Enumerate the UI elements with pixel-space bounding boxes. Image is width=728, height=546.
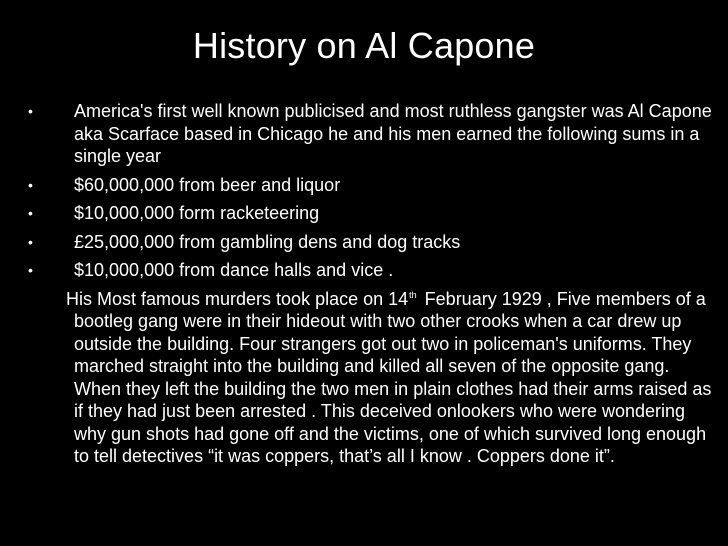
bullet-item bbox=[28, 259, 718, 282]
bullet-text: $10,000,000 from dance halls and vice . bbox=[74, 260, 394, 280]
slide-title: History on Al Capone bbox=[192, 25, 536, 66]
paragraph-text-start: His Most famous murders took place on 14 bbox=[66, 288, 409, 309]
slide-body bbox=[28, 100, 718, 468]
bullet-icon: • bbox=[28, 205, 33, 221]
bullet-text: America's first well known publicised and most ruthless gangster was Al Capone aka Scarface based in Chicago he and his men earned the following sums in a single year bbox=[74, 101, 712, 166]
bullet-text: $60,000,000 from beer and liquor bbox=[74, 174, 341, 195]
bullet-icon: • bbox=[28, 262, 33, 278]
paragraph-text-end: February 1929 , Five members of a bootleg gang were in their hideout with two other crooks when a car drew up outside the building. Four strangers got out two in policeman's uniforms. They marched straight into the building and killed all seven of the opposite gang. When they left the building the two men in plain clothes had their arms raised as if they had just been arrested . This deceived onlookers who were wondering why gun shots had gone off and the victims, one of which survived long enough to tell detectives “it was coppers, that’s all I know . Coppers done it”. bbox=[74, 288, 712, 466]
bullet-item bbox=[28, 231, 718, 254]
bullet-item bbox=[28, 100, 718, 168]
bullet-item bbox=[28, 174, 718, 197]
bullet-icon: • bbox=[28, 233, 33, 250]
bullet-text: $10,000,000 form racketeering bbox=[74, 203, 320, 223]
bullet-item bbox=[28, 202, 718, 225]
body-paragraph bbox=[28, 288, 718, 468]
bullet-icon: • bbox=[28, 103, 33, 119]
bullet-icon: • bbox=[28, 176, 33, 193]
ordinal-superscript: th bbox=[409, 289, 417, 300]
bullet-text: £25,000,000 from gambling dens and dog tracks bbox=[74, 231, 461, 252]
